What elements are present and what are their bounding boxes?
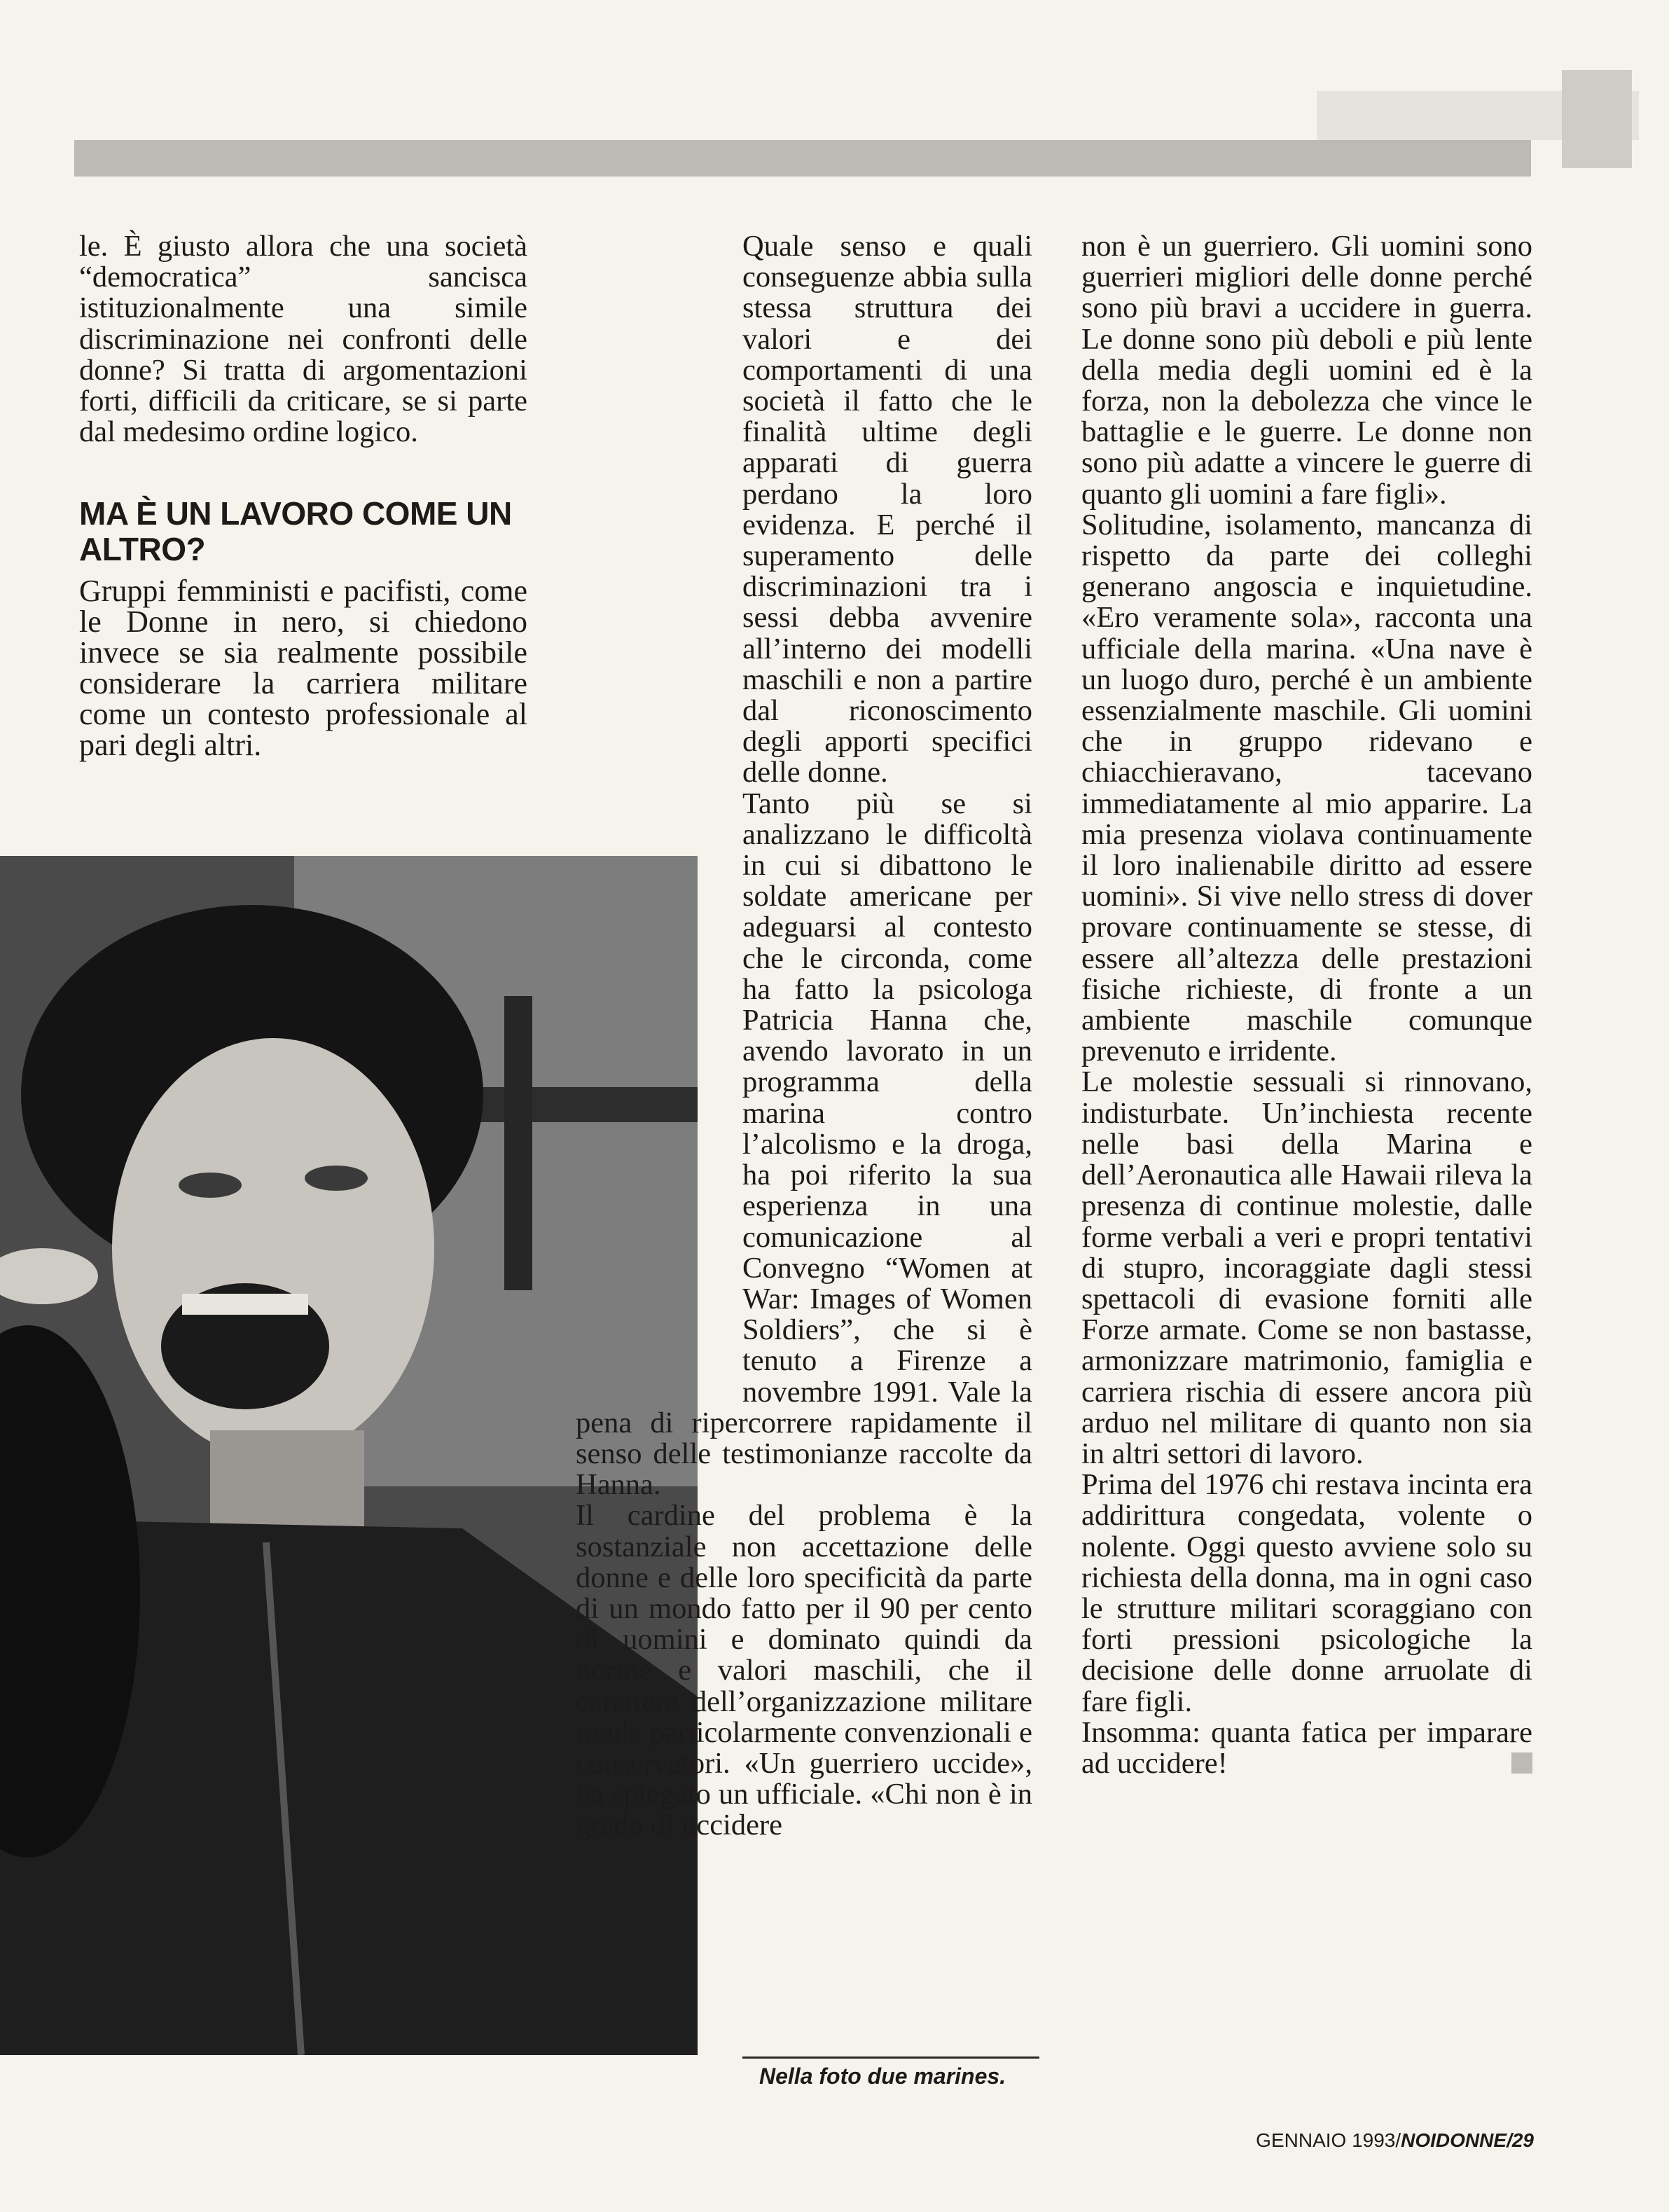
footer-magazine: NOIDONNE <box>1401 2129 1507 2151</box>
paragraph: non è un guerriero. Gli uomini sono guerrieri migliori delle donne perché sono più bravi a uccidere in guerra. Le donne sono più deboli e più lente della media degli uomini ed è la forza, non la debolezza che vince le battaglie e le guerre. Le donne non sono più adatte a vincere le guerre di quanto gli uomini a fare figli». <box>1081 230 1532 511</box>
paragraph: Solitudine, isolamento, mancanza di rispetto da parte dei colleghi generano angoscia e inquietudine. «Ero veramente sola», racconta una ufficiale della marina. «Una nave è un luogo duro, perché è un ambiente essenzialmente maschile. Gli uomini che in gruppo ridevano e chiacchieravano, tacevano immediatamente al mio apparire. La mia presenza violava continuamente il loro inalienabile diritto ad essere uomini». Si vive nello stress di dover provare continuamente se stesse, di essere all’altezza delle prestazioni fisiche richieste, di fronte a un ambiente maschile comunque prevenuto e irridente. <box>1081 508 1532 1068</box>
photo-wrap-space <box>576 231 742 1388</box>
paragraph: Il cardine del problema è la sostanziale non accettazione delle donne e delle loro specificità da parte di un mondo fatto per il 90 per cento di uomini e dominato quindi da norme e valori maschili, che il carattere dell’organizzazione militare rende particolarmente convenzionali e conservatori. «Un guerriero uccide», ha spiegato un ufficiale. «Chi non è in grado di uccidere <box>576 1499 1032 1842</box>
section-tab-edge <box>1562 70 1632 168</box>
column-1 <box>79 231 527 761</box>
page-footer <box>1212 2129 1534 2152</box>
photo-caption: Nella foto due marines. <box>759 2064 1006 2089</box>
header-rule-bar <box>74 140 1531 177</box>
section-heading: MA È UN LAVORO COME UN ALTRO? <box>79 495 512 568</box>
paragraph: Gruppi femministi e pacifisti, come le Donne in nero, si chiedono invece se sia realmente possibile considerare la carriera militare come un contesto professionale al pari degli altri. <box>79 574 527 763</box>
end-mark-icon <box>1511 1753 1532 1774</box>
footer-date: GENNAIO 1993/ <box>1256 2129 1401 2151</box>
paragraph: Tanto più se si analizzano le difficoltà in cui si dibattono le soldate americane per adeguarsi al contesto che le circonda, come ha fatto la psicologa Patricia Hanna che, avendo lavorato in un programma della marina contro l’alcolismo e la droga, ha poi riferito la sua esperienza in una comunicazione al Convegno “Women at War: Images of Women Soldiers”, che si è tenuto a Firenze a novembre 1991. Vale la pena di ripercorrere rapidamente il senso delle testimonianze raccolte da Hanna. <box>576 787 1032 1502</box>
paragraph-text: Insomma: quanta fatica per imparare ad uccidere! <box>1081 1715 1532 1780</box>
column-3 <box>1081 231 1532 1779</box>
column-2 <box>576 231 1032 1841</box>
paragraph-last <box>1081 1717 1532 1779</box>
paragraph: Le molestie sessuali si rinnovano, indisturbate. Un’inchiesta recente nelle basi della Marina e dell’Aeronautica alle Hawaii rileva la presenza di continue molestie, dalle forme verbali a veri e propri tentativi di stupro, incoraggiate dagli stessi spettacoli di evasione forniti alle Forze armate. Come se non bastasse, armonizzare matrimonio, famiglia e carriera rischia di essere ancora più arduo nel militare di quanto non sia in altri settori di lavoro. <box>1081 1065 1532 1470</box>
paragraph: Quale senso e quali conseguenze abbia sulla stessa struttura dei valori e dei comportamenti di una società il fatto che le finalità ultime degli apparati di guerra perdano la loro evidenza. E perché il superamento delle discriminazioni tra i sessi debba avvenire all’interno dei modelli maschili e non a partire dal riconoscimento degli apporti specifici delle donne. <box>742 230 1032 789</box>
footer-page-number: /29 <box>1507 2129 1534 2151</box>
caption-rule <box>742 2057 1039 2059</box>
paragraph: le. È giusto allora che una società “democratica” sancisca istituzionalmente una simile discriminazione nei confronti delle donne? Si tratta di argomentazioni forti, difficili da criticare, se si parte dal medesimo ordine logico. <box>79 230 527 449</box>
paragraph: Prima del 1976 chi restava incinta era addirittura congedata, volente o nolente. Oggi questo avviene solo su richiesta della donna, ma in ogni caso le strutture militari scoraggiano con forti pressioni psicologiche la decisione delle donne arruolate di fare figli. <box>1081 1468 1532 1718</box>
